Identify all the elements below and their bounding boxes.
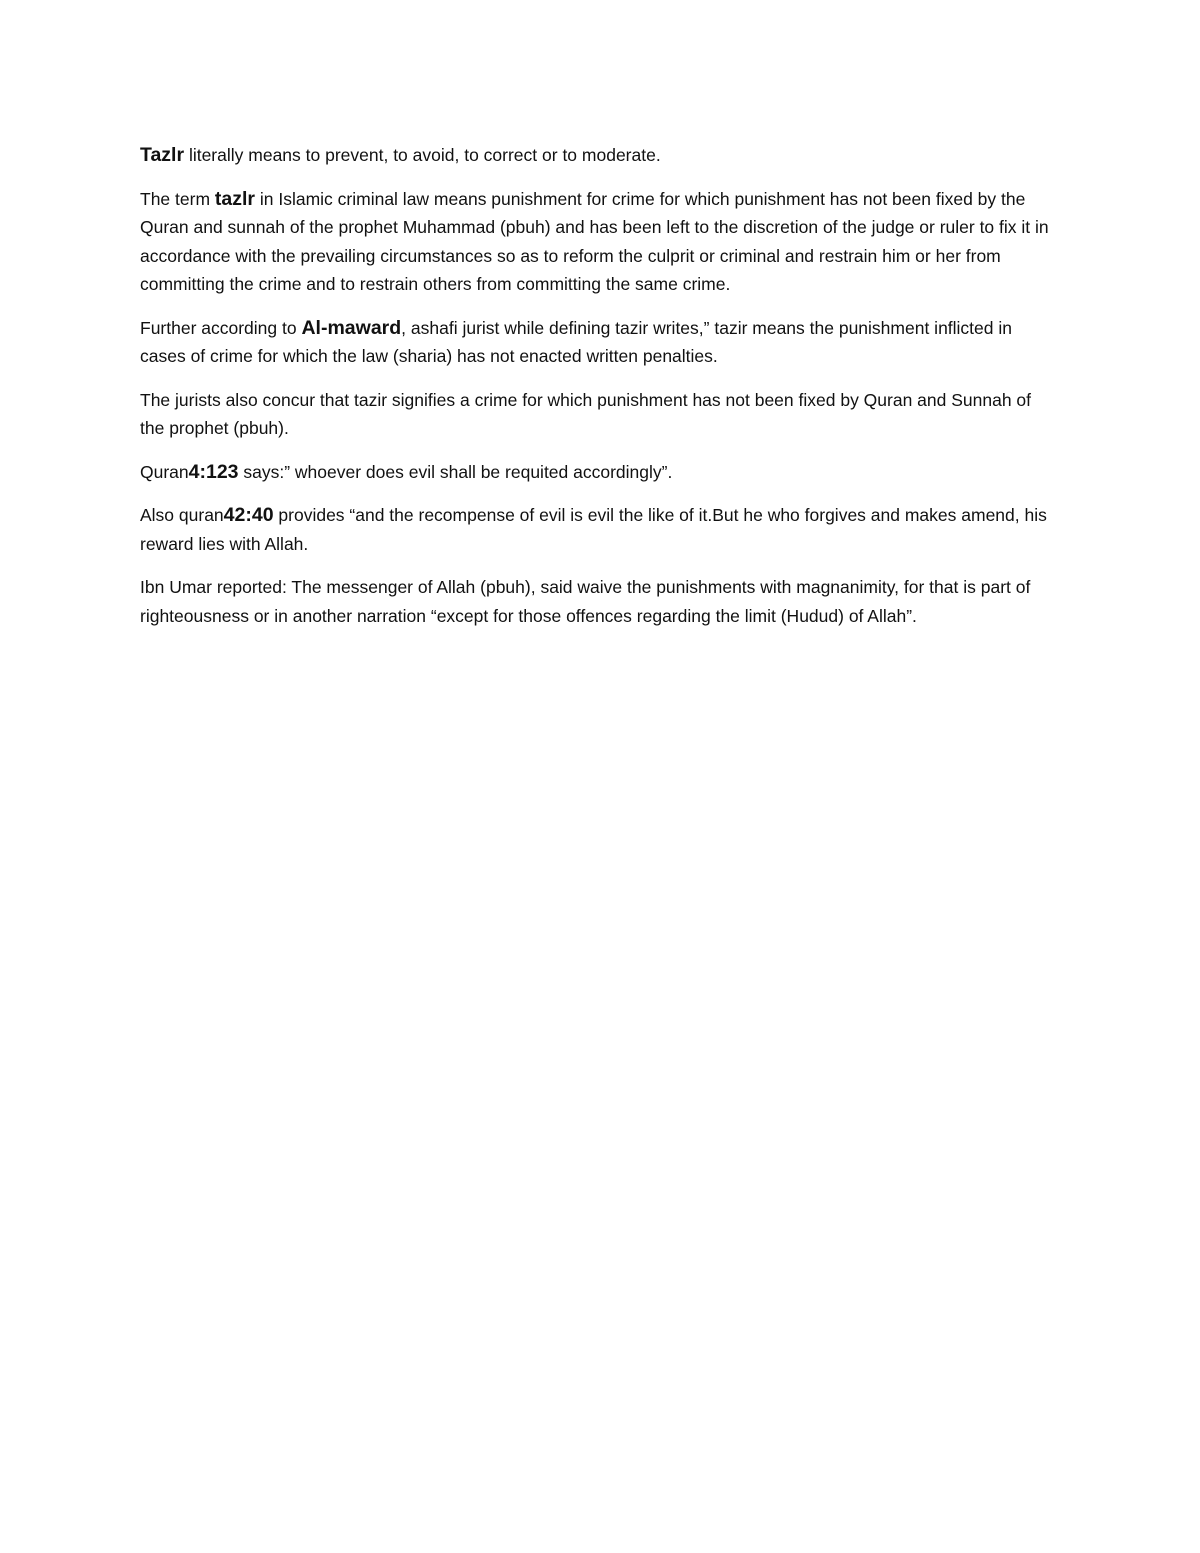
paragraph-text: The jurists also concur that tazir signifies a crime for which punishment has not been fixed by Quran and Sunnah of the prophet (pbuh). (140, 389, 1032, 438)
paragraph-jurists-concur (140, 386, 1060, 443)
paragraph-text: says:” whoever does evil shall be requited accordingly”. (238, 461, 673, 482)
paragraph-text: literally means to prevent, to avoid, to correct or to moderate. (184, 145, 661, 165)
paragraph-text: Ibn Umar reported: The messenger of Allah (pbuh), said waive the punishments with magnanimity, for that is part of righteousness or in another narration “except for those offences regarding the limit (Hudud) of Allah”. (140, 577, 1031, 626)
paragraph-al-maward (140, 314, 1060, 371)
paragraph-text: Quran (140, 461, 189, 482)
name-al-maward: Al-maward (301, 316, 402, 339)
paragraph-tazir-definition (140, 141, 1060, 170)
document-body (140, 141, 1060, 645)
paragraph-text: , ashafi jurist while defining tazir writes,” tazir means the punishment inflicted in cases of crime for which the law (sharia) has not enacted written penalties. (140, 317, 1012, 366)
quran-reference: 42:40 (223, 504, 274, 526)
paragraph-text: The term (140, 188, 215, 209)
paragraph-text: in Islamic criminal law means punishment for crime for which punishment has not been fixed by the Quran and sunnah of the prophet Muhammad (pbuh) and has been left to the discretion of the judge or ruler to fix it in accordance with the prevailing circumstances so as to reform the culprit or criminal and restrain him or her from committing the crime and to restrain others from committing the same crime. (140, 188, 1049, 294)
term-tazir: tazlr (214, 187, 255, 210)
paragraph-text: Further according to (140, 317, 302, 338)
paragraph-islamic-law-meaning (140, 185, 1060, 299)
paragraph-text: provides “and the recompense of evil is evil the like of it.But he who forgives and makes amend, his reward lies with Allah. (140, 505, 1047, 554)
paragraph-quran-42-40 (140, 501, 1060, 558)
paragraph-ibn-umar (140, 573, 1060, 630)
paragraph-text: Also quran (140, 505, 224, 525)
quran-reference: 4:123 (188, 460, 239, 483)
paragraph-quran-4-123 (140, 458, 1060, 487)
term-tazir: Tazlr (140, 144, 185, 166)
